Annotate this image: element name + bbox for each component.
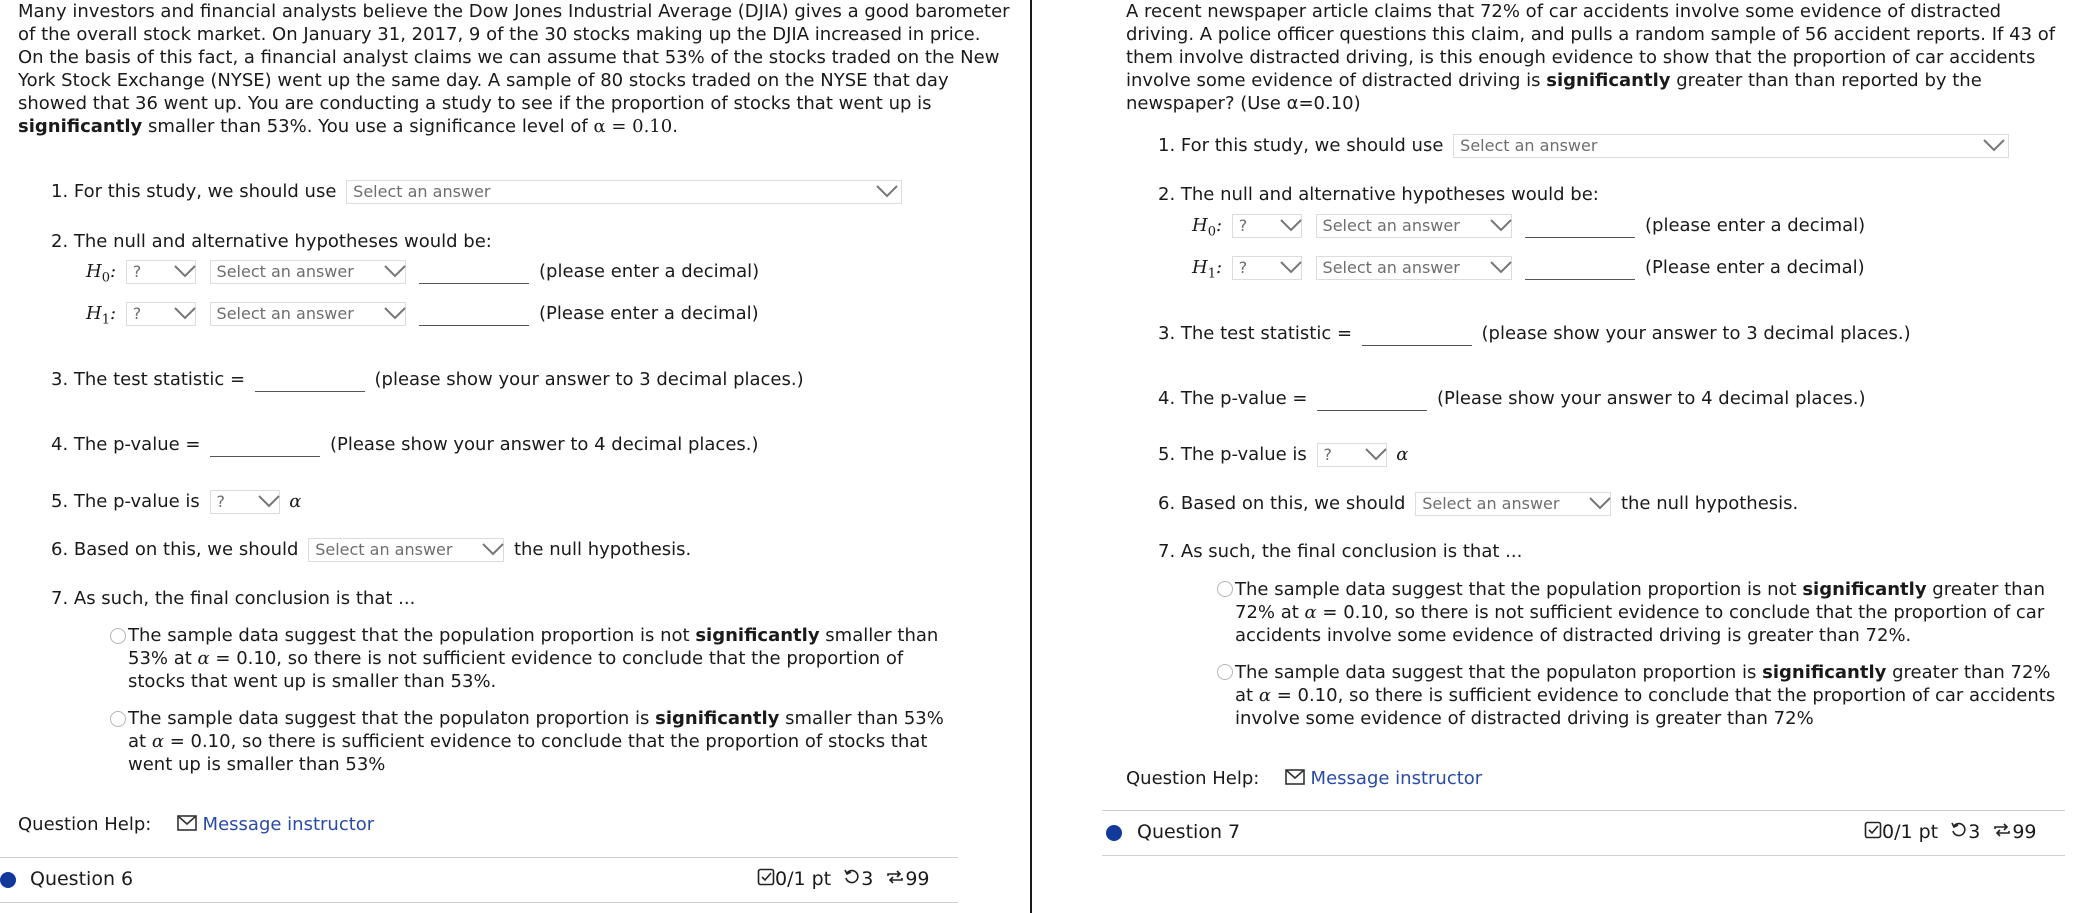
h0-operator-select[interactable]: ?: [1232, 214, 1302, 238]
h1-hint: (Please enter a decimal): [539, 303, 759, 324]
h1-value-input[interactable]: [1525, 257, 1635, 280]
points-text: 0/1 pt: [1882, 821, 1939, 843]
chevron-down-icon: [1279, 218, 1291, 230]
h0-operator-select[interactable]: ?: [126, 260, 196, 284]
part-4-label: 4. The p-value =: [1158, 388, 1308, 409]
retries-count: 3: [1968, 821, 1981, 843]
points-text: 0/1 pt: [775, 868, 832, 890]
h1-symbol: $H_1$:: [86, 303, 117, 328]
part-1-label: 1. For this study, we should use: [1158, 135, 1444, 156]
null-hypothesis-row: [86, 260, 759, 291]
part-6-row: [51, 538, 691, 562]
alternative-hypothesis-row: [86, 302, 759, 333]
h0-symbol: $H_0$:: [86, 261, 117, 286]
question-status-bar: [0, 857, 958, 903]
part-5-label: 5. The p-value is: [51, 491, 200, 512]
h1-value-input[interactable]: [419, 303, 529, 326]
question-meta: [757, 868, 930, 891]
h1-operator-select[interactable]: ?: [1232, 256, 1302, 280]
attempts-icon: [1992, 821, 2012, 844]
question-help: [1126, 768, 1482, 790]
conclusion-option-1-text[interactable]: The sample data suggest that the population proportion is not significantly smaller than 53% at α = 0.10, so there is not sufficient evidence to conclude that the proportion of stocks that went up is smaller than 53%.: [128, 625, 939, 692]
part-6-row: [1158, 492, 1798, 516]
part-3-label: 3. The test statistic =: [51, 369, 246, 390]
part-2-label: 2. The null and alternative hypotheses would be:: [51, 231, 492, 252]
part-6-label: 6. Based on this, we should: [1158, 493, 1406, 514]
envelope-icon[interactable]: [1285, 769, 1305, 790]
chevron-down-icon: [481, 542, 493, 554]
conclusion-option-2-text[interactable]: The sample data suggest that the populaton proportion is significantly greater than 72% at α = 0.10, so there is sufficient evidence to conclude that the proportion of car accidents involve some evidence of distracted driving is greater than 72%: [1235, 662, 2056, 729]
question-help-label: Question Help:: [1126, 768, 1260, 789]
h0-symbol: $H_0$:: [1192, 215, 1223, 240]
chevron-down-icon: [257, 494, 269, 506]
retries-count: 3: [861, 868, 874, 890]
attempts-count: 99: [2012, 821, 2037, 843]
question-status-bar: [1102, 810, 2065, 856]
problem-statement: A recent newspaper article claims that 72% of car accidents involve some evidence of distracted driving. A police officer questions this claim, and pulls a random sample of 56 accident reports. If 43 of them involve distracted driving, is this enough evidence to show that the proportion of car accidents involve some evidence of distracted driving is significantly greater than than reported by the newspaper? (Use α=0.10): [1126, 1, 2056, 114]
part-4-row: [1158, 387, 1866, 411]
h1-hint: (Please enter a decimal): [1645, 257, 1865, 278]
p-value-comparison-select[interactable]: ?: [210, 490, 280, 514]
decision-select[interactable]: Select an answer: [1415, 492, 1611, 516]
study-type-select[interactable]: Select an answer: [346, 180, 902, 204]
h0-parameter-select[interactable]: Select an answer: [210, 260, 406, 284]
right-question-pane: [1032, 0, 2081, 913]
part-1-row: [1158, 134, 2013, 158]
message-instructor-link[interactable]: Message instructor: [1310, 768, 1483, 789]
chevron-down-icon: [1982, 138, 1994, 150]
conclusion-option-2-radio[interactable]: [110, 711, 126, 727]
chevron-down-icon: [1588, 496, 1600, 508]
question-indicator-dot: [0, 872, 16, 888]
question-help-label: Question Help:: [18, 814, 152, 835]
problem-statement: [18, 0, 1018, 138]
part-3-hint: (please show your answer to 3 decimal places.): [374, 369, 804, 390]
p-value-input[interactable]: [210, 434, 320, 457]
part-4-hint: (Please show your answer to 4 decimal places.): [329, 434, 759, 455]
part-7-label: 7. As such, the final conclusion is that ...: [51, 588, 416, 609]
part-2-label: 2. The null and alternative hypotheses would be:: [1158, 184, 1599, 205]
chevron-down-icon: [1279, 260, 1291, 272]
chevron-down-icon: [875, 184, 887, 196]
test-statistic-input[interactable]: [1362, 323, 1472, 346]
chevron-down-icon: [173, 306, 185, 318]
chevron-down-icon: [173, 264, 185, 276]
part-5-label: 5. The p-value is: [1158, 444, 1307, 465]
conclusion-option-1-radio[interactable]: [1217, 581, 1233, 597]
alpha-expression: α = 0.10: [593, 116, 673, 137]
problem-paragraph-1: Many investors and financial analysts believe the Dow Jones Industrial Average (DJIA) gives a good barometer of the overall stock market. On January 31, 2017, 9 of the 30 stocks making up the DJIA increased in price.: [18, 1, 1010, 45]
null-hypothesis-row: [1192, 214, 1865, 245]
part-5-row: [1158, 443, 1408, 467]
question-meta: [1864, 821, 2037, 844]
alternative-hypothesis-row: [1192, 256, 1865, 287]
question-help: [18, 814, 374, 836]
part-4-row: [51, 433, 759, 457]
decision-select[interactable]: Select an answer: [308, 538, 504, 562]
part-3-label: 3. The test statistic =: [1158, 323, 1353, 344]
conclusion-option-2-radio[interactable]: [1217, 664, 1233, 680]
part-6-label: 6. Based on this, we should: [51, 539, 299, 560]
part-4-label: 4. The p-value =: [51, 434, 201, 455]
part-6-tail: the null hypothesis.: [513, 539, 692, 560]
h0-value-input[interactable]: [419, 261, 529, 284]
question-indicator-dot: [1106, 825, 1122, 841]
part-1-label: 1. For this study, we should use: [51, 181, 337, 202]
h1-symbol: $H_1$:: [1192, 257, 1223, 282]
alpha-symbol: α: [289, 491, 302, 512]
part-7-label: 7. As such, the final conclusion is that ...: [1158, 541, 1523, 562]
part-3-row: [1158, 322, 1911, 346]
chevron-down-icon: [1364, 447, 1376, 459]
part-3-hint: (please show your answer to 3 decimal places.): [1481, 323, 1911, 344]
p-value-comparison-select[interactable]: ?: [1317, 443, 1387, 467]
h0-parameter-select[interactable]: Select an answer: [1316, 214, 1512, 238]
checkbox-score-icon: [1864, 821, 1882, 844]
question-label[interactable]: Question 6: [30, 868, 134, 890]
alpha-symbol: α: [1396, 444, 1409, 465]
chevron-down-icon: [383, 306, 395, 318]
conclusion-option-1-text[interactable]: The sample data suggest that the population proportion is not significantly greater than 72% at α = 0.10, so there is not sufficient evidence to conclude that the proportion of car accidents involve some evidence of distracted driving is greater than 72%.: [1235, 579, 2045, 646]
retry-icon: [1950, 821, 1968, 844]
envelope-icon[interactable]: [177, 815, 197, 836]
h1-parameter-select[interactable]: Select an answer: [210, 302, 406, 326]
chevron-down-icon: [383, 264, 395, 276]
part-6-tail: the null hypothesis.: [1620, 493, 1799, 514]
checkbox-score-icon: [757, 868, 775, 891]
attempts-icon: [885, 868, 905, 891]
h1-operator-select[interactable]: ?: [126, 302, 196, 326]
question-label[interactable]: Question 7: [1137, 821, 1241, 843]
message-instructor-link[interactable]: Message instructor: [202, 814, 375, 835]
h0-value-input[interactable]: [1525, 215, 1635, 238]
h0-hint: (please enter a decimal): [539, 261, 760, 282]
p-value-input[interactable]: [1317, 388, 1427, 411]
test-statistic-input[interactable]: [255, 369, 365, 392]
part-5-row: [51, 490, 301, 514]
conclusion-option-2-text[interactable]: The sample data suggest that the populaton proportion is significantly smaller than 53% at α = 0.10, so there is sufficient evidence to conclude that the proportion of stocks that went up is smaller than 53%: [128, 708, 944, 775]
h0-hint: (please enter a decimal): [1645, 215, 1866, 236]
left-question-pane: [0, 0, 1030, 913]
retry-icon: [843, 868, 861, 891]
chevron-down-icon: [1489, 260, 1501, 272]
part-3-row: [51, 368, 804, 392]
alpha-expression: α=0.10): [1286, 93, 1361, 114]
chevron-down-icon: [1489, 218, 1501, 230]
conclusion-option-1-radio[interactable]: [110, 628, 126, 644]
study-type-select[interactable]: Select an answer: [1453, 134, 2009, 158]
part-1-row: [51, 180, 906, 204]
h1-parameter-select[interactable]: Select an answer: [1316, 256, 1512, 280]
part-4-hint: (Please show your answer to 4 decimal places.): [1436, 388, 1866, 409]
problem-paragraph-2: On the basis of this fact, a financial analyst claims we can assume that 53% of the stocks traded on the New York Stock Exchange (NYSE) went up the same day. A sample of 80 stocks traded on the NYSE that day showed that 36 went up. You are conducting a study to see if the proportion of stocks that went up is significantly smaller than 53%. You use a significance level of α = 0.10.: [18, 47, 1000, 137]
attempts-count: 99: [905, 868, 930, 890]
